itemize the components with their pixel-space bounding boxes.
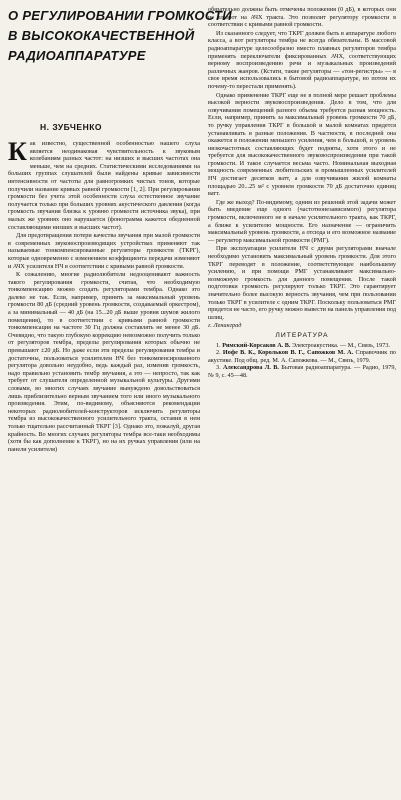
reference-item: 3. Александрова Л. В. Бытовая радиоаппаратура. — Радио, 1979, № 9, с. 45—48. bbox=[208, 364, 396, 379]
title-line-1: О РЕГУЛИРОВАНИИ ГРОМКОСТИ bbox=[8, 8, 232, 23]
paragraph-intro bbox=[8, 140, 200, 231]
article-author: Н. ЗУБЧЕНКО bbox=[40, 122, 103, 132]
drop-cap: К bbox=[8, 140, 27, 166]
paragraph: Из сказанного следует, что ТКРГ должен быть в аппаратуре любого класса, а вот регуляторы тембра не всегда обязательны. В массовой радиоаппаратуре целесообразно вместо плавных регуляторов тембра применять переключатели фиксированных АЧХ, соответствующих верному воспроизведению речи и музыкальных произведений различных жанров. (Кстати, такие регуляторы — «тон-регистры» — в свое время использовались в бытовой радиоаппаратуре, но потом их почему-то перестали применять). bbox=[208, 29, 396, 90]
reference-text: Электроакустика. — М., Связь, 1973. bbox=[291, 341, 390, 349]
reference-text: Бытовая радиоаппаратура. — Радио, 1979, № 9, с. 45—48. bbox=[208, 364, 396, 379]
paragraph: Для предотвращения потери качества звучания при малой громкости в современных звуковоспроизводящих устройствах применяют так называемые тонкомпенсированные регуляторы громкости (ТКРГ), которые одновременно с изменением коэффициента передачи изменяют и АЧХ усилителя НЧ в соответствии с кривыми равной громкости. bbox=[8, 232, 200, 270]
paragraph: При эксплуатации усилителя НЧ с двумя регуляторами вначале необходимо установить максимальный уровень громкости. Для этого ТКРГ переводят в положение, соответствующее наибольшему усилению, и при помощи РМГ устанавливают максимально-возможную громкость для данного помещения. После такой подготовки громкость регулируют только ТКРГ. Это гарантирует значительно более высокую верность звучания, чем при пользовании только ТКРГ в усилителе с одним ТКРГ. Поскольку пользоваться РМГ придется не часто, его ручку можно вывести на панель управления под шлиц. bbox=[208, 245, 396, 321]
paragraph: К сожалению, многие радиолюбители недооценивают важность такого регулирования громкости, считая, что необходимую тонкомпенсацию можно создать регуляторами тембра. Однако это далеко не так. Если, например, принять за максимальный уровень громкости 80 дБ (средний уровень громкости, создаваемый оркестром), а за минимальный — 40 дБ (на 15...20 дБ выше уровня шумов жилого помещения), то в соответствии с кривыми равной громкости тонкомпенсация на частоте 30 Гц должна составлять не менее 30 дБ. Очевидно, что такую глубокую коррекцию невозможно получить только от регуляторов тембра, пределы регулирования которых обычно не превышают ±20 дБ. Но даже если эти пределы регулирования тембра и достаточны, пользоваться усилителем НЧ без тонкомпенсированного регулятора довольно неудобно, ведь каждый раз, изменив громкость, надо правильно установить тембр звучания, а это — непросто, так как требует от слушателя определенной музыкальной культуры. Другими словами, во многих случаях звучание вынуждено довольствоваться лишь приблизительно верным звучанием того или иного музыкального произведения. Этим, по-видимому, объясняются рекомендации некоторых радиолюбителей-конструкторов исключить регуляторы тембра из высококачественного усилительного тракта, оставив в нем только тщательно рассчитанный ТКРГ [3]. Однако это, пожалуй, другая крайность. Во многих случаях регуляторы тембра все-таки необходимы (хотя бы как дополнение к ТКРГ), но на их ручках управления (или на панели усилителя) bbox=[8, 271, 200, 453]
author-city: г. Ленинград bbox=[208, 322, 242, 330]
paragraph: Однако применение ТКРГ еще не в полной мере решает проблемы высокой верности звуковоспроизведения. Дело в том, что для озвучивания помещений разного объема требуется разная мощность. Если, например, принять за максимальный уровень громкости 70 дБ, то ручку управления ТКРГ в большой и малой комнатах придется устанавливать в разные положения. В частности, в последней она окажется в положении меньшего усиления, чем в большой, и уровень низкочастотных составляющих будет подняты, хотя этого и не требуется для высококачественного звуковоспроизведения при такой громкости. И такое случается весьма часто. Номинальная выходная мощность современных любительских и промышленных усилителей НЧ достигает десятков ватт, а для озвучивания жилой комнаты площадью 20...25 м² с уровнем громкости 70 дБ достаточно единиц ватт. bbox=[208, 91, 396, 198]
article-title bbox=[8, 6, 232, 66]
paragraph: обязательно должны быть отмечены положения (0 дБ), в которых они не влияют на АЧХ тракта. Это позволит регулятору громкости в соответствии с кривыми равной громкости. bbox=[208, 6, 396, 29]
reference-author: Римский-Корсаков А. В. bbox=[222, 341, 291, 349]
references-heading: ЛИТЕРАТУРА bbox=[275, 331, 329, 339]
title-line-3: РАДИОАППАРАТУРЕ bbox=[8, 48, 146, 63]
right-column bbox=[208, 6, 396, 796]
paragraph-intro-text: ак известно, существенной особенностью нашего слуха является неодинаковая чувствительность к звуковым колебаниям разных частот: на низших и высших частотах она меньше, чем на средних. Статистическими исследованиями на больших группах слушателей были найдены кривые зависимости интенсивности от частоты для равногромких чистых тонов, которые получили название кривых равной громкости [1, 2]. При регулировании громкости без учета этой особенности слуха естественное звучание получается только при больших уровнях акустического давления (когда громкость звучания близка к уровню громкости источника звука), при малых же уровнях оно нарушается (фонограмма кажется обедненной составляющими низших и высших частот). bbox=[8, 140, 200, 231]
reference-text: Справочник по акустике. Под общ. ред. М. А. Сапожкова. — М., Связь, 1979. bbox=[208, 349, 396, 364]
paragraph: Где же выход? По-видимому, одним из решений этой задачи может быть введение еще одного (частотнонезависимого) регулятора громкости, включенного не в начале усилительного тракта, как ТКРГ, а ближе к усилителю мощности. Его назначение — ограничить максимальный уровень громкости, а отсюда и его возможное название — регулятор максимальной громкости (РМГ). bbox=[208, 198, 396, 244]
reference-item: 1. Римский-Корсаков А. В. Электроакустика. — М., Связь, 1973. bbox=[216, 341, 390, 349]
reference-item: 2. Иофе В. К., Корольков В. Г., Сапожков М. А. Справочник по акустике. Под общ. ред. М. А. Сапожкова. — М., Связь, 1979. bbox=[208, 349, 396, 364]
reference-author: Иофе В. К., Корольков В. Г., Сапожков М. А. bbox=[222, 349, 354, 357]
title-line-2: В ВЫСОКОКАЧЕСТВЕННОЙ bbox=[8, 28, 195, 43]
references-list bbox=[208, 342, 396, 380]
reference-author: Александрова Л. В. bbox=[222, 364, 279, 372]
left-column bbox=[8, 140, 200, 795]
